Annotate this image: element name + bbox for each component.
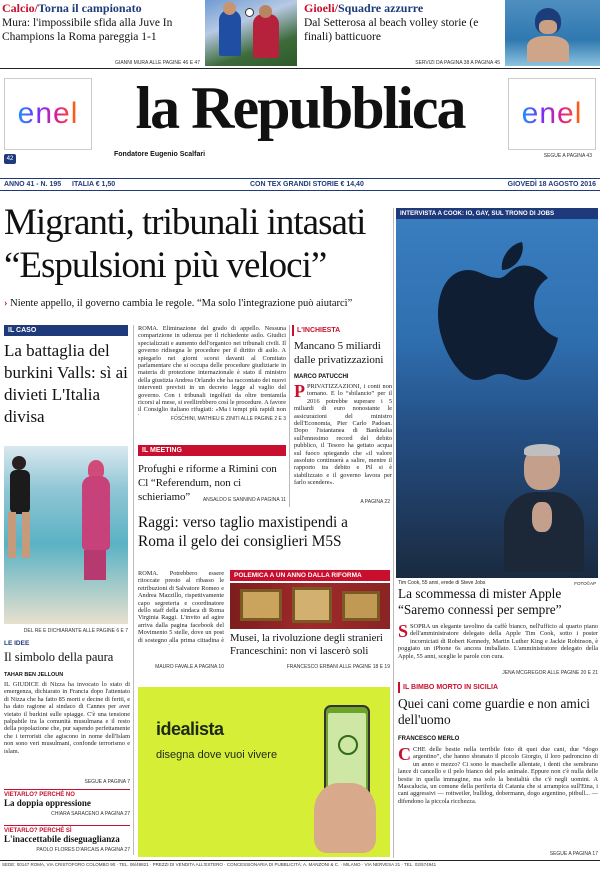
polemica-headline[interactable]: Musei, la rivoluzione degli stranieri Franceschini: non vi lascerò soli xyxy=(230,632,383,657)
polemica-tag: POLEMICA A UN ANNO DALLA RIFORMA xyxy=(230,570,390,581)
top-teaser-left[interactable] xyxy=(2,2,200,66)
idee-ref: SEGUE A PAGINA 7 xyxy=(84,779,130,785)
football-photo xyxy=(205,0,297,66)
ad-box-right[interactable] xyxy=(508,78,596,150)
drop-cap: C xyxy=(398,746,411,764)
raggi-headline[interactable]: Raggi: verso taglio maxistipendi a Roma il gelo dei consiglieri M5S xyxy=(138,514,348,550)
bimbo-headline[interactable]: Quei cani come guardie e non amici dell'uomo xyxy=(398,696,590,727)
apple-ref: JENA MCGREGOR ALLE PAGINE 20 E 21 xyxy=(502,670,598,676)
idealista-slogan: disegna dove vuoi vivere xyxy=(156,749,278,761)
idealista-logo: idealista xyxy=(156,719,224,739)
ad-box-left[interactable] xyxy=(4,78,92,150)
bimbo-ref: SEGUE A PAGINA 17 xyxy=(549,851,598,857)
teaser-kicker: Calcio/ xyxy=(2,1,38,15)
vietarlo-headline: L'inaccettabile diseguaglianza xyxy=(4,834,120,844)
top-teaser-right[interactable] xyxy=(304,2,500,66)
teaser-ref: SERVIZI DA PAGINA 38 A PAGINA 45 xyxy=(415,60,500,66)
issue-number: ANNO 41 - N. 195 xyxy=(4,181,62,188)
polemica-ref: FRANCESCO ERBANI ALLE PAGINE 18 E 19 xyxy=(286,664,390,670)
museum-photo xyxy=(230,583,390,629)
teaser-headline: Squadre azzurre xyxy=(338,1,424,15)
vietarlo-headline: La doppia oppressione xyxy=(4,798,91,808)
photo-caption: Tim Cook, 55 anni, erede di Steve Jobs xyxy=(398,580,486,586)
inchiesta-body: P PRIVATIZZAZIONI, i conti non tornano. E lo “sbilancio” per il 2016 potrebbe superare i 5 miliardi di euro nonostante le assicurazioni del ministro dell'Economia, Pier Carlo Padoan. Dopo l'istantanea di Bankitalia sull'ennesimo record del debito pubblico, il Tesoro ha gettato acqua sul fuoco spiegando che «il valore assoluto continuerà a salire, mentre il rapporto tra debito e Pil si è stabilizzato e il governo lavora per farlo scendere». xyxy=(294,383,392,487)
waterpolo-photo xyxy=(505,0,600,66)
idee-author: TAHAR BEN JELLOUN xyxy=(4,672,64,678)
idee-body: IL GIUDICE di Nizza ha invocato lo stato di emergenza, dichiarato in Francia dopo l'attentato di Nizza che ha fatto 85 morti e decine di feriti, e ha dato ragione al sindaco di Cannes per aver vietato il burkini sulle spiagge. C'è una tensione palpabile tra la comunità musulmana e il resto della popolazione che, pur sapendo perfettamente che i terroristi che agiscono in nome dell'Islam non sono veri musulmani, confonde terrorismo e islam. xyxy=(4,681,130,755)
apple-headline[interactable]: La scommessa di mister Apple “Saremo connessi per sempre” xyxy=(398,586,562,617)
dateline xyxy=(0,178,600,191)
promo-price: CON TEX GRANDI STORIE € 14,40 xyxy=(250,181,364,188)
bimbo-body: C CHE delle bestie nella terribile foto di quei due cani, due “dogo argentino”, che hanno sbranato il piccolo Giorgio, il loro padroncino di un anno e mezzo? Ci sono le maschelle allentate, i denti che sembrano lance di cancello e il pelo bianco del pelo animale. Eppure non c'è nulla delle bestie in quella immagine, ma solo la bestialità che c'è negli uomini. A Mascalucia, un comune della periferia di Catania che si arrampica sull'Etna, i cani aggressivi — rottweiler, bulldog, dobermann, dogo argentino, pitbull... — difendono la piccola ricchezza. xyxy=(398,746,598,805)
founder: Fondatore Eugenio Scalfari xyxy=(114,151,206,158)
drop-cap: S xyxy=(398,623,409,641)
lead-body: ROMA. Eliminazione del grado di appello. Nessuna comparizione in udienza per il richiedente asilo. Giudici specializzati e aumento dell'organico nei tribunali civili. Il governo ridisegna le procedure per il diritto di asilo. A spiegarlo nei giorni scorsi davanti al Comitato parlamentare che si occupa delle procedure giudiziarie in materia di protezione internazionale è stato il ministro della giustizia Andrea Orlando che ha raccontato dei nuovi interventi previsti in un decreto legge al vaglio del governo. Con i tribunali ingolfati da oltre trentamila ricorsi al mese, si svellirebbero così le procedure. A favore il Consiglio italiano rifugiati: «Ma i tempi più rapidi non xyxy=(138,325,286,414)
lead-headline-2[interactable]: “Espulsioni più veloci” xyxy=(4,245,327,286)
meeting-ref: ANSALDO E SANNINO A PAGINA 11 xyxy=(202,497,286,503)
teaser-headline: Torna il campionato xyxy=(38,1,142,15)
tim-cook-figure xyxy=(494,446,594,570)
teaser-text: Dal Setterosa al beach volley storie (e finali) batticuore xyxy=(304,17,479,43)
photo-credit: FOTO©AP xyxy=(574,581,596,586)
teaser-kicker: Gioeli/ xyxy=(304,1,338,15)
lead-headline-1[interactable]: Migranti, tribunali intasati xyxy=(4,202,366,243)
caso-tag: IL CASO xyxy=(4,325,128,336)
meeting-headline[interactable]: Profughi e riforme a Rimini con Cl “Referendum, non ci schieriamo” xyxy=(138,463,277,503)
price: ITALIA € 1,50 xyxy=(72,181,116,188)
vietarlo-box-1[interactable] xyxy=(4,789,130,823)
issue-date: GIOVEDÌ 18 AGOSTO 2016 xyxy=(507,181,596,188)
drop-cap: P xyxy=(294,383,305,401)
inchiesta-headline[interactable]: Mancano 5 miliardi dalle privatizzazioni xyxy=(294,340,384,366)
caso-headline[interactable]: La battaglia del burkini Valls: sì ai divieti L'Italia divisa xyxy=(4,341,128,426)
teaser-text: Mura: l'impossibile sfida alla Juve In Champions la Roma pareggia 1-1 xyxy=(2,17,173,43)
vietarlo-ref: CHIARA SARACENO A PAGINA 27 xyxy=(51,811,130,817)
vietarlo-tag: VIETARLO? PERCHÉ SÌ xyxy=(4,828,72,834)
enel-logo: enel xyxy=(521,97,583,130)
teaser-ref: GIANNI MURA ALLE PAGINE 46 E 47 xyxy=(115,60,200,66)
raggi-ref: MAURO FAVALE A PAGINA 10 xyxy=(155,664,224,670)
burkini-beach-photo xyxy=(4,446,128,624)
idee-headline[interactable]: Il simbolo della paura xyxy=(4,650,114,664)
apple-body: S SOPRA un elegante tavolino da caffè bianco, nell'ufficio al quarto piano dell'amministratore delegato della Apple Tim Cook, sotto i poster incorniciati di Robert Kennedy, Martin Luther King e Jackie Robinson, è poggiato un iPhone 6s ancora imballato. L'amministratore delegato della Apple, 55 anni, sceglie le parole con cura. xyxy=(398,623,598,660)
idee-tag: LE IDEE xyxy=(4,640,30,647)
raggi-body: ROMA. Potrebbero essere ritoccate presto al ribasso le retribuzioni di Salvatore Romeo e Andrea Mazzillo, rispettivamente capo segreteria e coordinatore dello staff della sindaca di Roma Virginia Raggi. L'invito ad agire arriva dalla pagina facebook del Movimento 5 stelle, dove un post di sostegno alla prima cittadina è xyxy=(138,570,224,644)
bimbo-tag: IL BIMBO MORTO IN SICILIA xyxy=(398,682,598,693)
bimbo-author: FRANCESCO MERLO xyxy=(398,736,460,742)
page-badge: 42 xyxy=(4,154,16,164)
inchiesta-tag: L'INCHIESTA xyxy=(292,325,390,336)
inchiesta-author: MARCO PATUCCHI xyxy=(294,374,349,380)
enel-logo: enel xyxy=(17,97,79,130)
lead-body-ref: FOSCHINI, MATHIEU E ZINITI ALLE PAGINE 2 E 3 xyxy=(170,416,286,422)
apple-panel[interactable] xyxy=(396,208,598,586)
idealista-ad[interactable] xyxy=(138,687,390,857)
footer-text: SEDE: 00147 ROMA, VIA CRISTOFORO COLOMBO 90 · TEL. 06/49821 · PREZZI DI VENDITA ALL'ESTERO · CONCESSIONARIA DI PUBBLICITÀ: A. MANZONI & C. · MILANO · VIA NERVESA 21 · TEL. 02/574941 xyxy=(2,862,437,867)
masthead-note: SEGUE A PAGINA 43 xyxy=(543,153,592,159)
apple-logo-icon xyxy=(434,234,564,384)
arrow-icon: › xyxy=(4,298,8,309)
masthead-title: la Repubblica xyxy=(135,75,465,141)
vietarlo-box-2[interactable] xyxy=(4,825,130,859)
inchiesta-ref: A PAGINA 22 xyxy=(360,499,390,505)
hand-holding-phone xyxy=(324,705,380,853)
meeting-tag: IL MEETING xyxy=(138,445,286,456)
lead-summary: › Niente appello, il governo cambia le regole. “Ma solo l'integrazione può aiutarci” xyxy=(4,298,353,309)
apple-tag: INTERVISTA A COOK: IO, GAY, SUL TRONO DI JOBS xyxy=(396,208,598,219)
vietarlo-tag: VIETARLO? PERCHÉ NO xyxy=(4,792,75,798)
caso-ref: DEL RE E DICHIARANTE ALLE PAGINE 6 E 7 xyxy=(23,628,128,634)
vietarlo-ref: PAOLO FLORES D'ARCAIS A PAGINA 27 xyxy=(36,847,130,853)
